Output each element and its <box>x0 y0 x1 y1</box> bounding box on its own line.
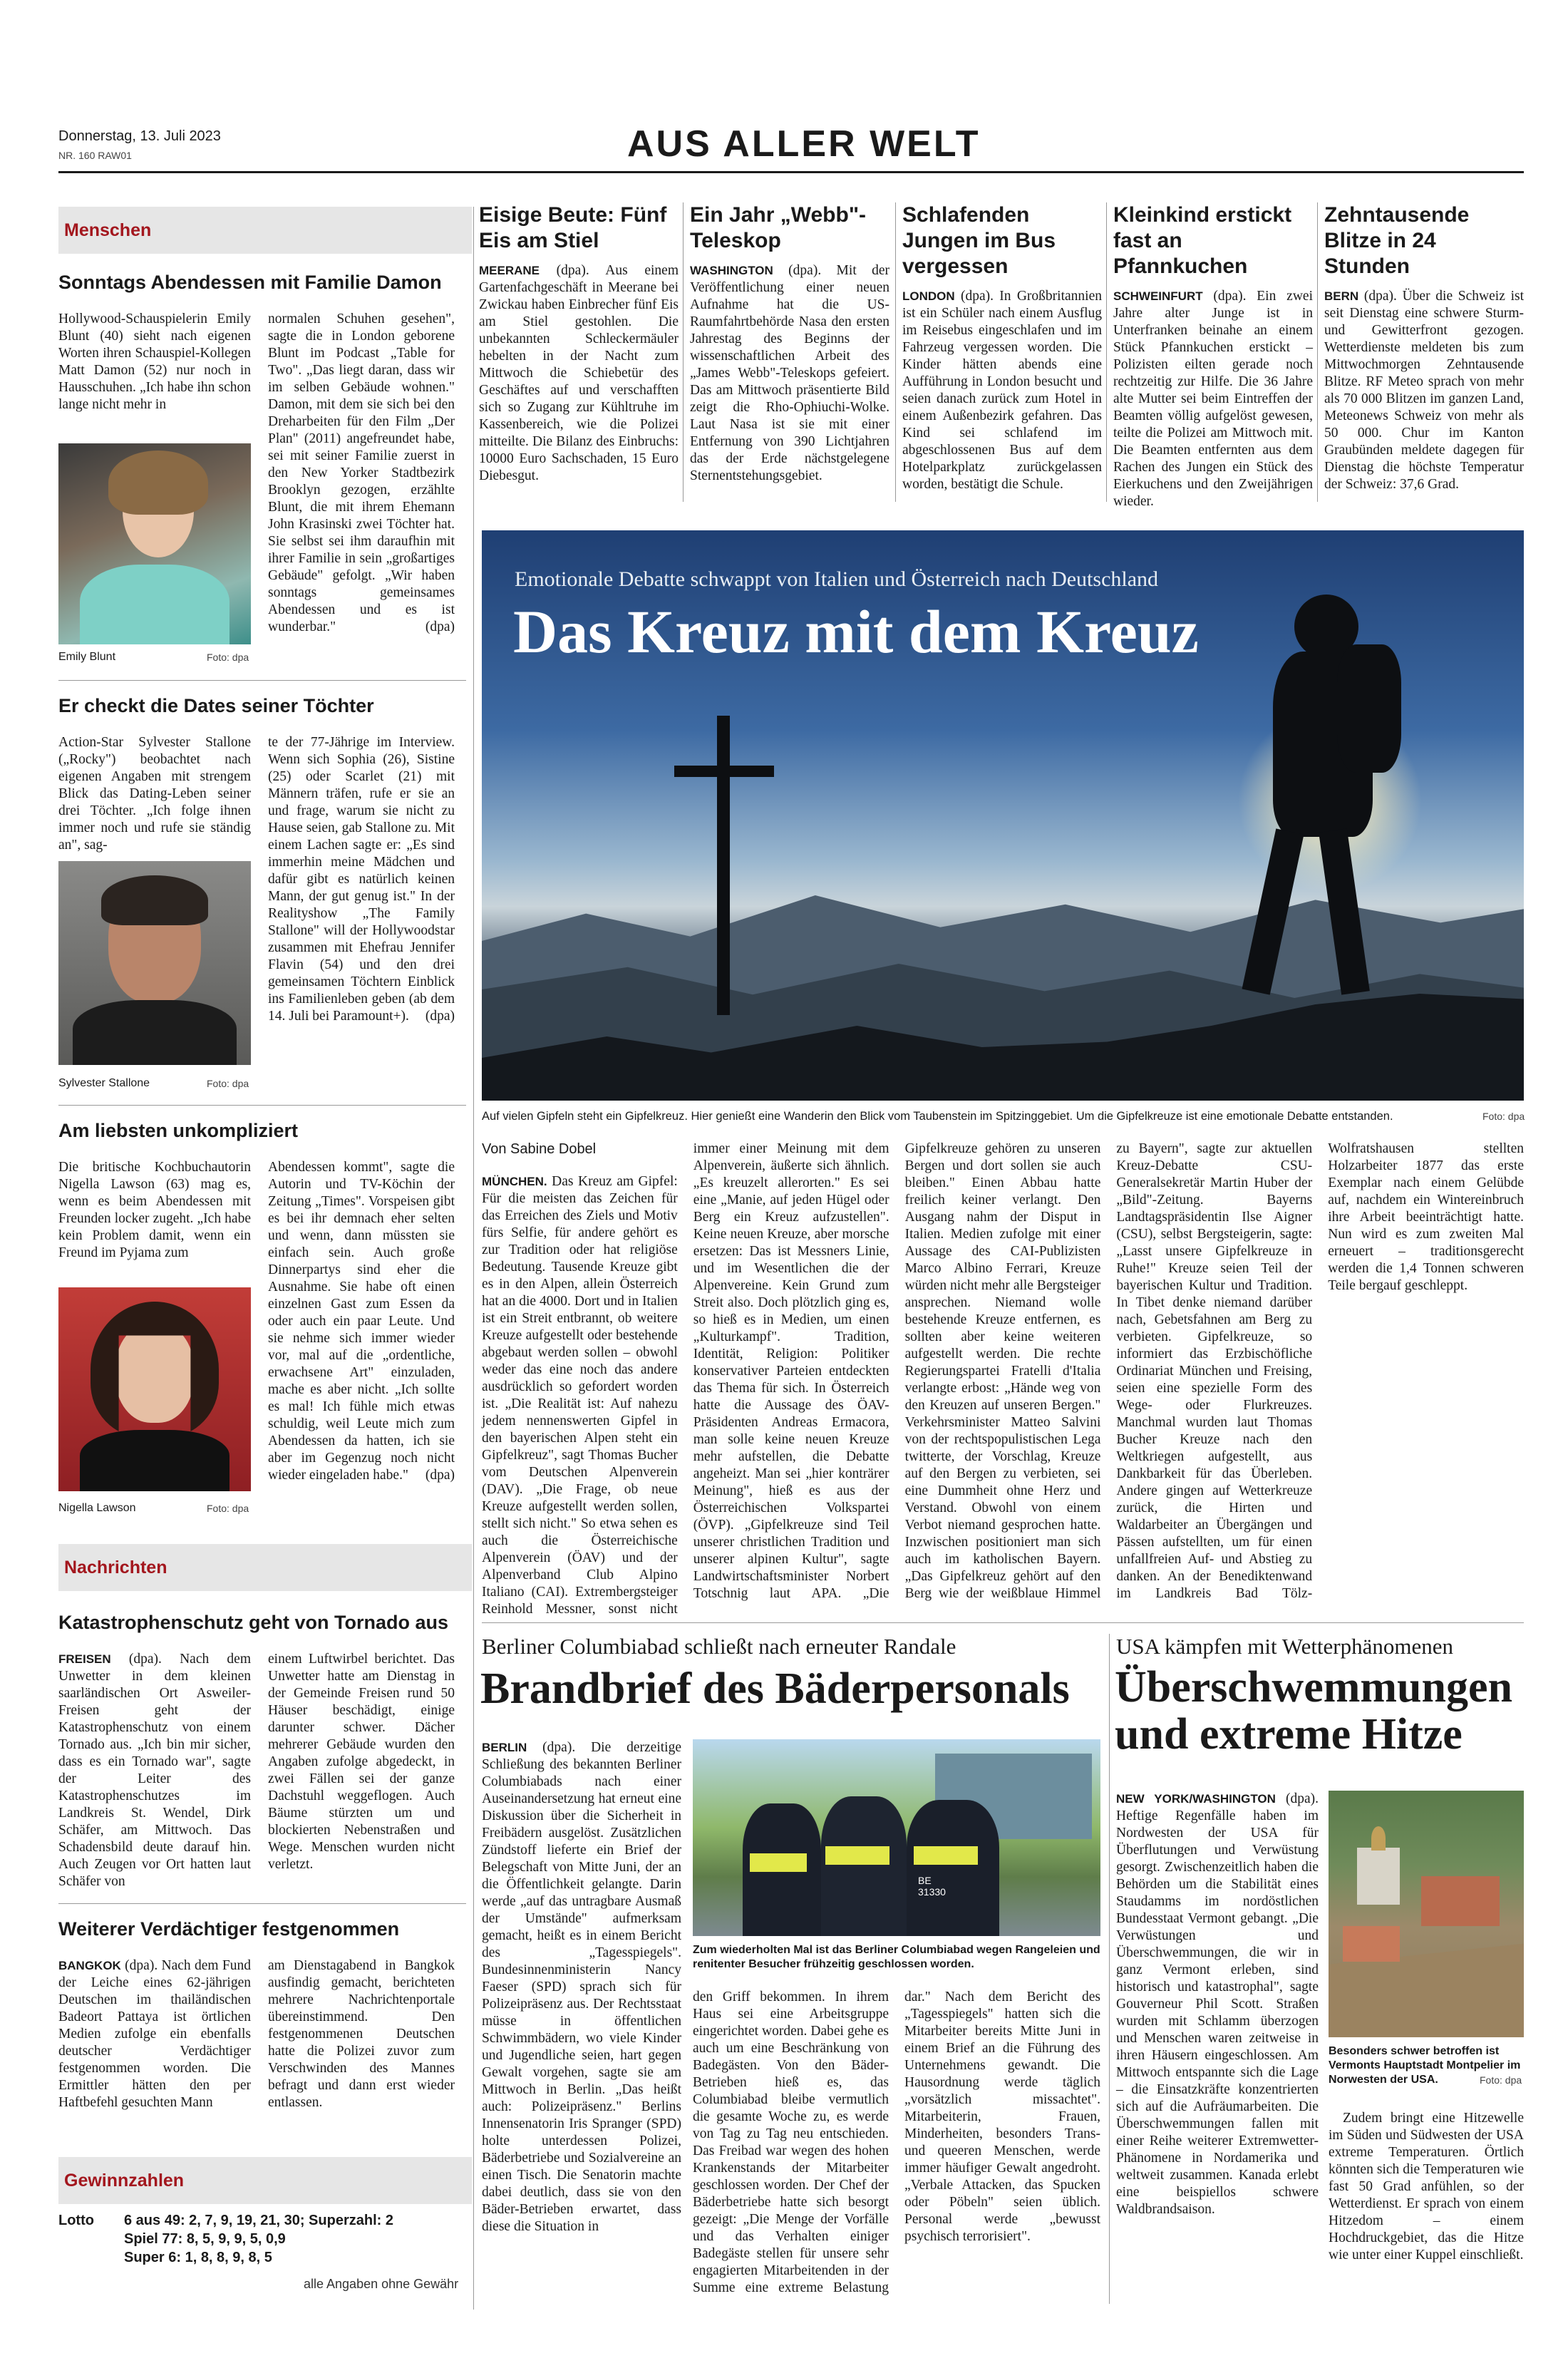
bath-text-rest-body: den Griff bekommen. In ihrem Haus sei eine Arbeitsgruppe eingerichtet worden. Dabei gehe es auch um eine Beschränkung von Badegästen. Von den Bäder-Betrieben hieß es, das Columbiabad bleibe vermutlich die gesamte Woche zu, es werde von Tag zu Tag neu entschieden. Das Freibad war wegen des hohen Krankenstands der Mitarbeiter geschlossen worden. Der Chef der Bäderbetriebe hatte sich besorgt gezeigt: „Die Menge der Vorfälle und das Verhalten einiger Badegäste stellen für unsere sehr engagierten Mitarbeitenden in der Summe eine extreme Belastung dar." Nach dem Bericht des „Tagesspiegels" hatten sich die Mitarbeiter bereits Mitte Juni in einem Brief an die Führung des Unternehmens gewandt. Die Hausordnung werde täglich „vorsätzlich missachtet". Mitarbeiterin, Frauen, Minderheiten, besonders Trans- und queeren Menschen, werde immer häufiger Gewalt angedroht. „Verbale Attacken, das Spucken oder Pöbeln" seien üblich. Personal werde „bewusst psychisch terrorisiert". <box>693 1990 1100 2295</box>
brief-london <box>902 202 1102 493</box>
lotto-line-3: Super 6: 1, 8, 8, 9, 8, 5 <box>124 2250 272 2265</box>
lead-title: Das Kreuz mit dem Kreuz <box>513 597 1199 666</box>
left-column-rule <box>473 207 474 2310</box>
bath-title: Brandbrief des Bäderpersonals <box>480 1664 1070 1713</box>
brief-meerane <box>479 202 679 485</box>
brief-london-dateline: LONDON <box>902 289 955 303</box>
caption-nigella-lawson: Nigella Lawson <box>58 1502 136 1514</box>
article-damon-tag: (dpa) <box>425 619 455 634</box>
bath-dateline: BERLIN <box>482 1741 527 1754</box>
brief-meerane-dateline: MEERANE <box>479 264 540 277</box>
brief-schweinfurt-dateline: SCHWEINFURT <box>1113 289 1203 303</box>
caption-sylvester-stallone: Sylvester Stallone <box>58 1077 150 1089</box>
brief-schweinfurt <box>1113 202 1313 510</box>
lotto-note: alle Angaben ohne Gewähr <box>304 2277 459 2291</box>
article-lawson-tag: (dpa) <box>425 1468 455 1483</box>
lead-photo-credit: Foto: dpa <box>1482 1111 1525 1122</box>
news-tornado-col1 <box>58 1651 251 1890</box>
brief-london-body: (dpa). In Großbritannien ist ein Schüler nach einem Ausflug im Reisebus eingeschlafen und im Fahrzeug vergessen worden. Die Kinder hätten abends eine Aufführung in London besucht und seien danach zurück zum Hotel in einem Außenbezirk gefahren. Das Kind sei schlafend im abgeschlossenen Bus auf dem Hotelparkplatz zurückgelassen worden, bestätigt die Schule. <box>902 289 1102 492</box>
news-tornado-title: Katastrophenschutz geht von Tornado aus <box>58 1612 449 1633</box>
brief-rule-2 <box>895 202 896 502</box>
article-stallone-tag: (dpa) <box>425 1009 455 1024</box>
brief-bern <box>1324 202 1524 493</box>
news-bangkok-col1-text: (dpa). Nach dem Fund der Leiche eines 62-jährigen Deutschen im thailändischen Badeort Pattaya ist örtlichen Medien zufolge ein ebenfalls deutscher Verdächtiger festgenommen worden. Die Ermittler hätten den per Haftbefehl gesuchten Mann <box>58 1958 251 2110</box>
brief-london-title: Schlafenden Jungen im Bus vergessen <box>902 203 1056 278</box>
credit-nigella-lawson: Foto: dpa <box>207 1503 249 1514</box>
article-lawson-title: Am liebsten unkompliziert <box>58 1120 299 1141</box>
brief-schweinfurt-title: Kleinkind erstickt fast an Pfannkuchen <box>1113 203 1292 278</box>
bath-text-col1 <box>482 1739 681 2235</box>
section-title: AUS ALLER WELT <box>627 123 981 165</box>
article-lawson-col2 <box>268 1159 455 1484</box>
divider-lower <box>482 1622 1524 1623</box>
usa-text-col2-body: Zudem bringt eine Hitzewelle im Süden und Südwesten der USA extreme Temperaturen. Örtlich könnten sich die Temperaturen wie fast 50 Grad anfühlen, so der Wetterdienst. Er sprach von einem Hitzedom – einem Hochdruckgebiet, das die Hitze wie unter einer Kuppel einschließt. <box>1329 2111 1524 2263</box>
brief-meerane-text <box>479 262 679 485</box>
article-stallone-col2-text: te der 77-Jährige im Interview. Wenn sich Sophia (26), Sistine (25) oder Scarlet (21) mit Männern träfen, rufe er sie an und frage, warum sie nicht zu Hause seien, gab Stallone zu. Mit einem Lachen sagte er: „Es sind immerhin meine Mädchen und dafür gibt es natürlich keinen Mann, der gut genug ist." In der Realityshow „The Family Stallone" will der Hollywoodstar zusammen mit Ehefrau Jennifer Flavin (54) und den drei gemeinsamen Töchtern Einblick ins Familienleben geben (ab dem 14. Juli bei Paramount+). <box>268 735 455 1024</box>
news-bangkok-title: Weiterer Verdächtiger festgenommen <box>58 1918 400 1940</box>
brief-washington-dateline: WASHINGTON <box>690 264 773 277</box>
bath-overline: Berliner Columbiabad schließt nach erneuter Randale <box>482 1634 956 1659</box>
article-lawson-col1-text: Die britische Kochbuchautorin Nigella Lawson (63) mag es, wenn es beim Abendessen mit Freunden locker zugeht. „Ich habe kein Problem damit, wenn ein Freund im Pyjama zum <box>58 1160 251 1260</box>
divider-n1 <box>58 1903 466 1904</box>
article-damon-col1-text: Hollywood-Schauspielerin Emily Blunt (40) sieht nach eigenen Worten ihren Schauspiel-Kollegen Matt Damon (52) nur noch in Hausschuhen. „Ich habe ihn schon lange nicht mehr in <box>58 312 251 412</box>
credit-sylvester-stallone: Foto: dpa <box>207 1078 249 1089</box>
brief-london-text <box>902 288 1102 493</box>
usa-photo-caption: Besonders schwer betroffen ist Vermonts Hauptstadt Montpelier im Norwesten der USA. <box>1329 2045 1521 2086</box>
article-damon-col1 <box>58 311 251 413</box>
lotto-line-1: 6 aus 49: 2, 7, 9, 19, 21, 30; Superzahl: 2 <box>124 2213 393 2228</box>
bath-usa-rule <box>1109 1634 1110 2304</box>
brief-rule-3 <box>1106 202 1107 502</box>
usa-text-col2 <box>1329 2110 1524 2264</box>
news-bangkok-col1 <box>58 1957 251 2111</box>
brief-washington-body: (dpa). Mit der Veröffentlichung einer neuen Aufnahme hat die US-Raumfahrtbehörde Nasa den ersten Jahrestag des Beginns der wissenschaftlichen Arbeit des „James Webb"-Teleskops gefeiert. Das am Mittwoch präsentierte Bild zeigt die Rho-Ophiuchi-Wolke. Laut Nasa ist sie mit einer Entfernung von 390 Lichtjahren das der Erde nächstgelegene Sternentstehungsgebiet. <box>690 263 889 483</box>
news-bangkok-col2-text: am Dienstagabend in Bangkok ausfindig gemacht, berichteten mehrere Nachrichtenportale übereinstimmend. Den festgenommenen Deutschen hatte die Polizei zuvor zum Verschwinden des Mannes befragt und dann erst wieder entlassen. <box>268 1958 455 2110</box>
lead-author: Von Sabine Dobel <box>482 1141 597 1157</box>
brief-meerane-title: Eisige Beute: Fünf Eis am Stiel <box>479 203 667 252</box>
brief-washington <box>690 202 889 485</box>
article-stallone-col2 <box>268 734 455 1025</box>
brief-bern-title: Zehntausende Blitze in 24 Stunden <box>1324 203 1470 278</box>
photo-sylvester-stallone <box>58 861 251 1065</box>
usa-title: Überschwemmungen und extreme Hitze <box>1115 1663 1512 1759</box>
brief-bern-dateline: BERN <box>1324 289 1359 303</box>
brief-washington-title: Ein Jahr „Webb"-Teleskop <box>690 203 867 252</box>
article-damon-col2 <box>268 311 455 636</box>
article-stallone-col1-text: Action-Star Sylvester Stallone („Rocky") beobachtet nach eigenen Angaben mit strengem Blick das Dating-Leben seiner drei Töchter. „Ich folge ihnen immer noch und rufe sie ständig an", sag- <box>58 735 251 853</box>
usa-photo-credit: Foto: dpa <box>1480 2074 1522 2086</box>
news-bangkok-dateline: BANGKOK <box>58 1959 121 1972</box>
news-tornado-col1-text: (dpa). Nach dem Unwetter in dem kleinen saarländischen Ort Asweiler-Freisen geht der Katastrophenschutz von einem Tornado aus. „Ich bin mir sicher, dass es ein Tornado war", sagte der Leiter des Katastrophenschutzes im Landkreis St. Wendel, Dirk Schäfer, am Mittwoch. Das Schadensbild deute darauf hin. Auch Zeugen vor Ort hatten laut Schäfer von <box>58 1652 251 1889</box>
bath-text-rest <box>693 1989 1100 2302</box>
caption-emily-blunt: Emily Blunt <box>58 651 116 663</box>
brief-row <box>479 202 1524 509</box>
news-tornado-col2 <box>268 1651 455 1873</box>
lead-article-body <box>482 1141 1524 1618</box>
brief-bern-body: (dpa). Über die Schweiz ist seit Dienstag eine schwere Sturm- und Gewitterfront gezogen. Wetterdienste meldeten bis zum Mittwochmorgen Zehntausende Blitze. RF Meteo sprach von mehr als 70 000 Blitzen im ganzen Land, Meteonews Schweiz von mehr als 50 000. Chur im Kanton Graubünden meldete dagegen für Dienstag die höchste Temperatur der Schweiz: 37,6 Grad. <box>1324 289 1524 492</box>
brief-rule-1 <box>683 202 684 502</box>
article-stallone-title: Er checkt die Dates seiner Töchter <box>58 695 374 716</box>
kicker-menschen: Menschen <box>58 207 472 254</box>
article-stallone-col1 <box>58 734 251 854</box>
news-tornado-col2-text: einem Luftwirbel berichtet. Das Unwetter hatte am Dienstag in der Gemeinde Freisen rund 50 Häuser beschädigt, einige darunter schwer. Dächer mehrerer Gebäude wurden den Angaben zufolge abgedeckt, in zwei Fällen sei der ganze Dachstuhl weggeflogen. Auch Bäume stürzten um und blockierten Nebenstraßen und Wege. Menschen wurden nicht verletzt. <box>268 1652 455 1872</box>
edition-number: NR. 160 RAW01 <box>58 150 132 161</box>
brief-bern-text <box>1324 288 1524 493</box>
lotto-line-2: Spiel 77: 8, 5, 9, 9, 5, 0,9 <box>124 2231 286 2247</box>
article-damon-title: Sonntags Abendessen mit Familie Damon <box>58 272 442 293</box>
article-lawson-col1 <box>58 1159 251 1262</box>
article-damon-col2-text: normalen Schuhen gesehen", sagte die in London geborene Blunt im Podcast „Table for Two". „Das liegt daran, dass wir im selben Gebäude wohnen." Damon, mit dem sie sich bei den Dreharbeiten für den Film „Der Plan" (2011) angefreundet habe, sei mit seiner Familie zuerst in den New Yorker Stadtbezirk Brooklyn gezogen, erzählte Blunt, die mit ihrem Ehemann John Krasinski zwei Töchter hat. Sie selbst sei ihm daraufhin mit ihrer Familie in sein „großartiges Gebäude" gefolgt. „Wir haben sonntags gemeinsames Abendessen und es ist wunderbar." <box>268 312 455 634</box>
police-badge: BE 31330 <box>918 1875 946 1898</box>
lotto-label: Lotto <box>58 2213 94 2228</box>
divider-a2 <box>58 1105 466 1106</box>
usa-text-col1-body: (dpa). Heftige Regenfälle haben im Nordwesten der USA für Überflutungen und Verwüstung gesorgt. Zwischenzeitlich haben die Behörden um die Stabilität eines Staudamms im nordöstlichen Bundesstaat Vermont gebangt. „Die Verwüstungen und Überschwemmungen, die wir in ganz Vermont erleben, sind historisch und katastrophal", sagte Gouverneur Phil Scott. Straßen wurden mit Schlamm überzogen und Menschen waren zeitweise in ihren Häusern eingeschlossen. Am Mittwoch entspannte sich die Lage – die Einsatzkräfte konzentrierten sich auf die Aufräumarbeiten. Die Überschwemmungen fallen mit einer Reihe weiterer Extremwetter-Phänomene in Nordamerika und weltweit zusammen. Kanada erlebt eine beispiellos schwere Waldbrandsaison. <box>1116 1791 1319 2217</box>
photo-columbiabad-police <box>693 1739 1100 1936</box>
news-bangkok-col2 <box>268 1957 455 2111</box>
brief-schweinfurt-body: (dpa). Ein zwei Jahre alter Junge ist in Unterfranken beinahe an einem Stück Pfannkuchen erstickt – Polizisten eilten gerade noch rechtzeitig zur Hilfe. Die 36 Jahre alte Mutter sei beim Eintreffen der Beamten völlig aufgelöst gewesen, teilte die Polizei am Mittwoch mit. Die Beamten entfernten aus dem Rachen des Jungen ein Stück des Eierkuchens und den Zweijährigen wieder. <box>1113 289 1313 509</box>
lead-dateline: MÜNCHEN. <box>482 1175 547 1188</box>
brief-washington-text <box>690 262 889 485</box>
usa-overline: USA kämpfen mit Wetterphänomenen <box>1116 1634 1454 1659</box>
photo-montpelier-flood <box>1329 1791 1524 2037</box>
lead-photo-summit-cross <box>482 530 1524 1101</box>
usa-dateline: NEW YORK/WASHINGTON <box>1116 1792 1276 1806</box>
lead-photo-caption: Auf vielen Gipfeln steht ein Gipfelkreuz. Hier genießt eine Wanderin den Blick vom Taubenstein im Spitzinggebiet. Um die Gipfelkreuze ist eine emotionale Debatte entstanden. <box>482 1110 1393 1123</box>
brief-rule-4 <box>1317 202 1318 502</box>
divider-a1 <box>58 680 466 681</box>
photo-nigella-lawson <box>58 1287 251 1491</box>
usa-text-col1 <box>1116 1791 1319 2218</box>
kicker-gewinnzahlen: Gewinnzahlen <box>58 2157 472 2204</box>
kicker-nachrichten: Nachrichten <box>58 1544 472 1591</box>
photo-emily-blunt <box>58 443 251 644</box>
issue-date: Donnerstag, 13. Juli 2023 <box>58 128 221 144</box>
credit-emily-blunt: Foto: dpa <box>207 652 249 663</box>
lead-overline: Emotionale Debatte schwappt von Italien und Österreich nach Deutschland <box>515 567 1159 591</box>
brief-schweinfurt-text <box>1113 288 1313 510</box>
lead-article-text: Das Kreuz am Gipfel: Für die meisten das Zeichen für das Erreichen des Ziels und Motiv fürs Selfie, für andere gehört es zur Tradition oder hat religiöse Bedeutung. Tausende Kreuze gibt es in den Alpen, allein Österreich hat an die 4000. Dort und in Italien ist ein Streit entbrannt, ob weitere Kreuze aufgestellt oder bestehende abgebaut werden sollen – obwohl weder das eine noch das andere ausdrücklich so gefordert worden ist. „Die Realität ist: Auf nahezu jedem nennenswerten Gipfel in den bayerischen Alpen steht ein Gipfelkreuz", sagt Thomas Bucher vom Deutschen Alpenverein (DAV). „Die Frage, ob neue Kreuze aufgestellt werden sollen, stellt sich nicht." So etwa sehen es auch die Österreichische Alpenverein (ÖAV) und der Alpenverband Club Alpino Italiano (CAI). Extrembergsteiger Reinhold Messner, sonst nicht immer einer Meinung mit dem Alpenverein, äußerte sich ähnlich. „Es kreuzelt allerorten." Es sei eine „Manie, auf jeden Hügel oder Berg ein Kreuz aufzustellen". Keine neuen Kreuze, aber morsche ersetzen: Das ist Messners Linie, und im Wesentlichen die der Alpenvereine. Kein Grund zum Streit also. Doch plötzlich ging es, so hieß es in Medien, um einen „Kulturkampf". Tradition, Identität, Religion: Politiker konservativer Parteien entdeckten das Thema für sich. In Österreich hatte die Aussage des ÖAV-Präsidenten Andreas Ermacora, man solle keine neuen Kreuze mehr aufstellen, die Debatte angeheizt. Man sei „hier konträrer Meinung", hieß es aus der Österreichischen Volkspartei (ÖVP). „Gipfelkreuze sind Teil unserer christlichen Tradition und unserer alpinen Kultur", sagte Landwirtschaftsminister Norbert Totschnig laut APA. „Die Gipfelkreuze gehören zu unseren Bergen und dort sollen sie auch bleiben." Einen Abbau hatte freilich keiner verlangt. Den Ausgang nahm der Disput in Italien. Medien zufolge mit einer Aussage des CAI-Publizisten Marco Albino Ferrari, Kreuze würden nicht mehr alle Bergsteiger ansprechen. Niemand wolle bestehende Kreuze entfernen, es sollten aber keine weiteren aufgestellt werden. Die rechte Regierungspartei Fratelli d'Italia verlangte erbost: „Hände weg von den Kreuzen auf unseren Bergen." Verkehrsminister Matteo Salvini von der rechtspopulistischen Lega twitterte, der Vorschlag, Kreuze auf den Bergen zu verbieten, sei eine Dummheit ohne Herz und Verstand. Obwohl von einem Verbot niemand gesprochen hatte. Inzwischen positioniert man sich auch im katholischen Bayern. „Das Gipfelkreuz gehört auf den Berg wie der weißblaue Himmel zu Bayern", sagte zur aktuellen Kreuz-Debatte CSU-Generalsekretär Martin Huber der „Bild"-Zeitung. Bayerns Landtagspräsidentin Ilse Aigner (CSU), selbst Bergsteigerin, sagte: „Lasst unsere Gipfelkreuze in Ruhe!" Kreuze seien Teil der bayerischen Kultur und Tradition. In Tibet denke niemand darüber nach, Gebetsfahnen am Berg zu verbieten. Gipfelkreuze, so informiert das Erzbischöfliche Ordinariat München und Freising, seien eine spezielle Form des Wege- oder Flurkreuzes. Manchmal wurden laut Thomas Bucher Kreuze nach den Weltkriegen aufgestellt, aus Dankbarkeit für das Überleben. Andere gingen auf Wetterkreuze zurück, die Hirten und Waldarbeiter an Übergängen und Pässen aufstellten, um für einen unfallfreien Auf- und Abstieg zu danken. An der Benediktenwand im Landkreis Bad Tölz-Wolfratshausen stellten Holzarbeiter 1877 das erste Exemplar nach einem Gelübde auf, nachdem ein Wintereinbruch ihre Arbeit beeinträchtigt hatte. Nun wird es zum zweiten Mal erneuert – traditionsgerecht werden die 1,4 Tonnen schweren Teile bergauf geschleppt. <box>482 1141 1524 1617</box>
news-tornado-dateline: FREISEN <box>58 1652 111 1666</box>
article-lawson-col2-text: Abendessen kommt", sagte die Autorin und TV-Köchin der Zeitung „Times". Vorspeisen gibt es bei ihr demnach eher selten und wenn, dann müssten sie einfach sein. Auch große Dinnerpartys sind eher die Ausnahme. Sie habe oft einen einzelnen Gast zum Essen da oder auch ein paar Leute. Und sie nehme sich immer wieder vor, mal auf die „ordentliche, erwachsene Art" einzuladen, mache es aber nicht. „Ich sollte es mal! Ich fühle mich etwas schuldig, weil Leute mich zum Abendessen da hatten, ich sie aber im Gegenzug noch nicht wieder eingeladen habe." <box>268 1160 455 1483</box>
bath-text-col1-body: (dpa). Die derzeitige Schließung des bekannten Berliner Columbiabads nach einer Auseinandersetzung hat erneut eine Diskussion über die Sicherheit in Freibädern ausgelöst. Zusätzlichen Zündstoff lieferte ein Brief der Belegschaft von Mitte Juni, der an die Öffentlichkeit gelangte. Darin werde „auf das untragbare Ausmaß der Umstände" aufmerksam gemacht, heißt es in einem Bericht des „Tagesspiegels". Bundesinnenministerin Nancy Faeser (SPD) sprach sich für Polizeipräsenz aus. Der Rechtsstaat müsse in öffentlichen Schwimmbädern, wo viele Kinder und Jugendliche seien, hart gegen Gewalt vorgehen, sagte sie am Mittwoch in Berlin. „Das heißt auch: Polizeipräsenz." Berlins Innensenatorin Iris Spranger (SPD) holte unterdessen Polizei, Bäderbetriebe und Sozialvereine an einen Tisch. Die Senatorin machte dabei deutlich, dass sie von den Bäder-Betrieben erwartet, dass diese die Situation in <box>482 1740 681 2234</box>
bath-photo-caption: Zum wiederholten Mal ist das Berliner Columbiabad wegen Rangeleien und renitenter Besucher frühzeitig geschlossen worden. <box>693 1944 1100 1970</box>
brief-meerane-body: (dpa). Aus einem Gartenfachgeschäft in Meerane bei Zwickau haben Einbrecher fünf Eis am Stiel gestohlen. Die unbekannten Schleckermäuler hebelten in der Nacht zum Mittwoch die Schiebetür des Geschäftes auf und verschafften sich so Zugang zur Kühltruhe im Kassenbereich, wie die Polizei mitteilte. Die Bilanz des Einbruchs: 10000 Euro Sachschaden, 15 Euro Diebesgut. <box>479 263 679 483</box>
header-rule <box>58 171 1524 173</box>
